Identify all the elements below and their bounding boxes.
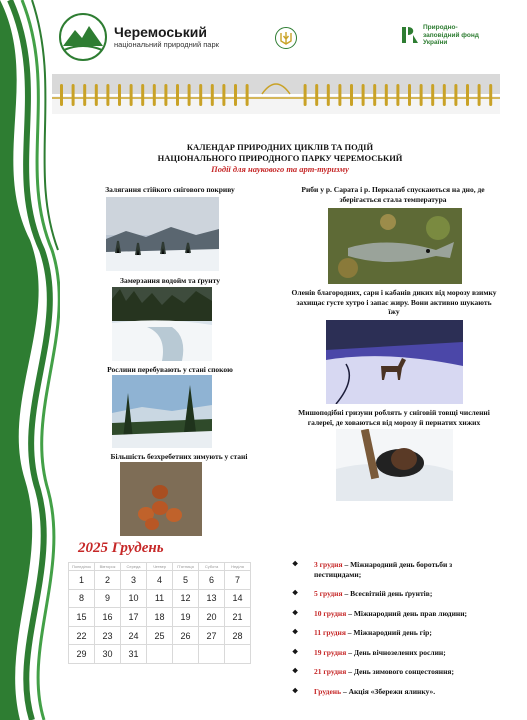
- binding-ring: [199, 84, 202, 106]
- calendar-binding: [52, 72, 500, 120]
- binding-ring: [176, 84, 179, 106]
- caption-fish: Риби у р. Сарата і р. Перкалаб спускаються на дно, де зберігається стала температура: [301, 185, 485, 204]
- weekday-header: П'ятниця: [173, 563, 199, 571]
- calendar-day: [173, 645, 199, 664]
- month-calendar: [68, 562, 251, 664]
- calendar-week: [69, 626, 251, 645]
- calendar-day: 23: [95, 626, 121, 645]
- deer-photo: [326, 320, 463, 404]
- binding-ring: [118, 84, 121, 106]
- weekday-header: Вівторок: [95, 563, 121, 571]
- park-name: Черемоський: [114, 24, 207, 40]
- calendar-week: [69, 589, 251, 608]
- calendar-day: 8: [69, 589, 95, 608]
- event-item: [290, 667, 495, 677]
- calendar-year: 2025: [78, 540, 108, 556]
- event-text: – Міжнародний день прав людини;: [346, 608, 468, 618]
- calendar-day: 14: [225, 589, 251, 608]
- event-item: [290, 648, 495, 658]
- calendar-day: [199, 645, 225, 664]
- binding-ring: [153, 84, 156, 106]
- event-text: – День вічнозелених рослин;: [346, 647, 446, 657]
- event-text: – Всесвітній день ґрунтів;: [342, 589, 433, 598]
- calendar-day: 27: [199, 626, 225, 645]
- binding-ring: [431, 84, 434, 106]
- calendar-day: 11: [147, 589, 173, 608]
- invertebrates-photo: [120, 462, 202, 536]
- binding-ring: [385, 84, 388, 106]
- calendar-day: 20: [199, 608, 225, 627]
- weekday-header: Середа: [121, 563, 147, 571]
- calendar-day: 13: [199, 589, 225, 608]
- calendar-day: 2: [95, 571, 121, 590]
- calendar-day: 9: [95, 589, 121, 608]
- calendar-day: 3: [121, 571, 147, 590]
- caption-rodents: Мишоподібні гризуни роблять у сніговій товщі численні галереї, де ховаються від морозу й пернатих хижих: [298, 408, 490, 427]
- bullet-icon: ❖: [292, 560, 299, 568]
- binding-ring: [222, 84, 225, 106]
- weekday-header: Четвер: [147, 563, 173, 571]
- binding-ring: [420, 84, 423, 106]
- rodent-photo: [336, 429, 453, 501]
- calendar-day: 18: [147, 608, 173, 627]
- calendar-day: 6: [199, 571, 225, 590]
- calendar-day: 10: [121, 589, 147, 608]
- decorative-stripes: [0, 0, 60, 720]
- bullet-icon: ❖: [292, 589, 299, 597]
- snowy-mountains-photo: [106, 197, 219, 271]
- binding-ring: [60, 84, 63, 106]
- event-item: [290, 628, 495, 638]
- caption-invertebrates: Більшість безхребетних зимують у стані: [110, 452, 248, 461]
- binding-ring: [234, 84, 237, 106]
- calendar-day: 4: [147, 571, 173, 590]
- bullet-icon: ❖: [292, 608, 299, 617]
- month-heading: [78, 540, 164, 557]
- event-date: 21 грудня: [314, 667, 347, 676]
- fish-photo: [328, 208, 462, 284]
- event-text: – Міжнародний день гір;: [345, 628, 432, 637]
- caption-plants-dormant: Рослини перебувають у стані спокою: [107, 365, 233, 374]
- binding-ring: [443, 84, 446, 106]
- binding-ring: [373, 84, 376, 106]
- title-line-2: НАЦІОНАЛЬНОГО ПРИРОДНОГО ПАРКУ ЧЕРЕМОСЬКИЙ: [157, 153, 403, 163]
- binding-ring: [478, 84, 481, 106]
- binding-ring: [489, 84, 492, 106]
- binding-ring: [164, 84, 167, 106]
- winter-forest-photo: [112, 375, 212, 448]
- calendar-day: 7: [225, 571, 251, 590]
- title-subtitle: Події для наукового та арт-туризму: [211, 164, 349, 174]
- binding-ring: [304, 84, 307, 106]
- bullet-icon: ❖: [292, 628, 299, 636]
- binding-ring: [83, 84, 86, 106]
- calendar-day: 30: [95, 645, 121, 664]
- calendar-week: [69, 645, 251, 664]
- calendar-day: 5: [173, 571, 199, 590]
- park-subtitle: національний природний парк: [114, 40, 219, 49]
- calendar-day: 26: [173, 626, 199, 645]
- calendar-day: 16: [95, 608, 121, 627]
- calendar-day: 29: [69, 645, 95, 664]
- calendar-month: Грудень: [111, 540, 164, 556]
- binding-ring: [362, 84, 365, 106]
- event-item: [290, 560, 495, 579]
- binding-ring: [130, 84, 133, 106]
- binding-ring: [396, 84, 399, 106]
- calendar-day: 24: [121, 626, 147, 645]
- binding-ring: [95, 84, 98, 106]
- calendar-day: 17: [121, 608, 147, 627]
- calendar-day: [147, 645, 173, 664]
- binding-ring: [188, 84, 191, 106]
- binding-ring: [454, 84, 457, 106]
- weekday-header: Понеділок: [69, 563, 95, 571]
- binding-ring: [408, 84, 411, 106]
- calendar-day: 25: [147, 626, 173, 645]
- calendar-day: 1: [69, 571, 95, 590]
- binding-ring: [338, 84, 341, 106]
- frozen-river-photo: [112, 287, 212, 361]
- calendar-week: [69, 608, 251, 627]
- event-item: [290, 589, 495, 599]
- bullet-icon: ❖: [292, 647, 299, 656]
- weekday-header: Субота: [199, 563, 225, 571]
- event-text: – День зимового сонцестояння;: [346, 667, 454, 676]
- calendar-day: 12: [173, 589, 199, 608]
- calendar-day: [225, 645, 251, 664]
- binding-ring: [315, 84, 318, 106]
- binding-ring: [466, 84, 469, 106]
- binding-ring: [327, 84, 330, 106]
- fund-logo-icon: [401, 25, 419, 45]
- event-date: 11 грудня: [314, 628, 346, 637]
- calendar-day: 31: [121, 645, 147, 664]
- binding-ring: [211, 84, 214, 106]
- calendar-day: 19: [173, 608, 199, 627]
- events-list: [290, 560, 495, 706]
- event-date: 3 грудня: [314, 560, 343, 569]
- caption-snow-cover: Залягання стійкого снігового покриву: [105, 185, 235, 194]
- page-title: [120, 142, 440, 175]
- event-item: [290, 687, 495, 697]
- calendar-week: [69, 571, 251, 590]
- caption-freezing: Замерзання водойм та ґрунту: [120, 276, 220, 285]
- binding-ring: [246, 84, 249, 106]
- caption-deer: Оленів благородних, сарн і кабанів диких від морозу взимку захищає густе хутро і запас жиру. Вони активно шукають їжу: [291, 288, 497, 316]
- calendar-day: 21: [225, 608, 251, 627]
- event-date: 5 грудня: [314, 589, 343, 598]
- event-date: Грудень: [314, 686, 342, 696]
- binding-ring: [141, 84, 144, 106]
- weekday-header: Неділя: [225, 563, 251, 571]
- title-line-1: КАЛЕНДАР ПРИРОДНИХ ЦИКЛІВ ТА ПОДІЙ: [186, 142, 374, 152]
- fund-name: Природно-заповідний фонд України: [423, 24, 479, 46]
- fund-logo: [401, 24, 483, 47]
- calendar-day: 28: [225, 626, 251, 645]
- bullet-icon: ❖: [292, 686, 299, 695]
- mountain-logo-icon: [58, 12, 108, 62]
- trident-emblem-icon: [275, 26, 297, 50]
- event-date: 19 грудня: [314, 647, 347, 657]
- binding-ring: [350, 84, 353, 106]
- event-item: [290, 609, 495, 619]
- bullet-icon: ❖: [292, 667, 299, 675]
- calendar-day: 15: [69, 608, 95, 627]
- calendar-day: 22: [69, 626, 95, 645]
- binding-ring: [72, 84, 75, 106]
- event-date: 10 грудня: [314, 608, 347, 618]
- binding-ring: [106, 84, 109, 106]
- event-text: – Міжнародний день боротьби з пестицидами;: [314, 560, 453, 579]
- park-logo: [58, 12, 219, 62]
- event-text: – Акція «Збережи ялинку».: [341, 686, 436, 696]
